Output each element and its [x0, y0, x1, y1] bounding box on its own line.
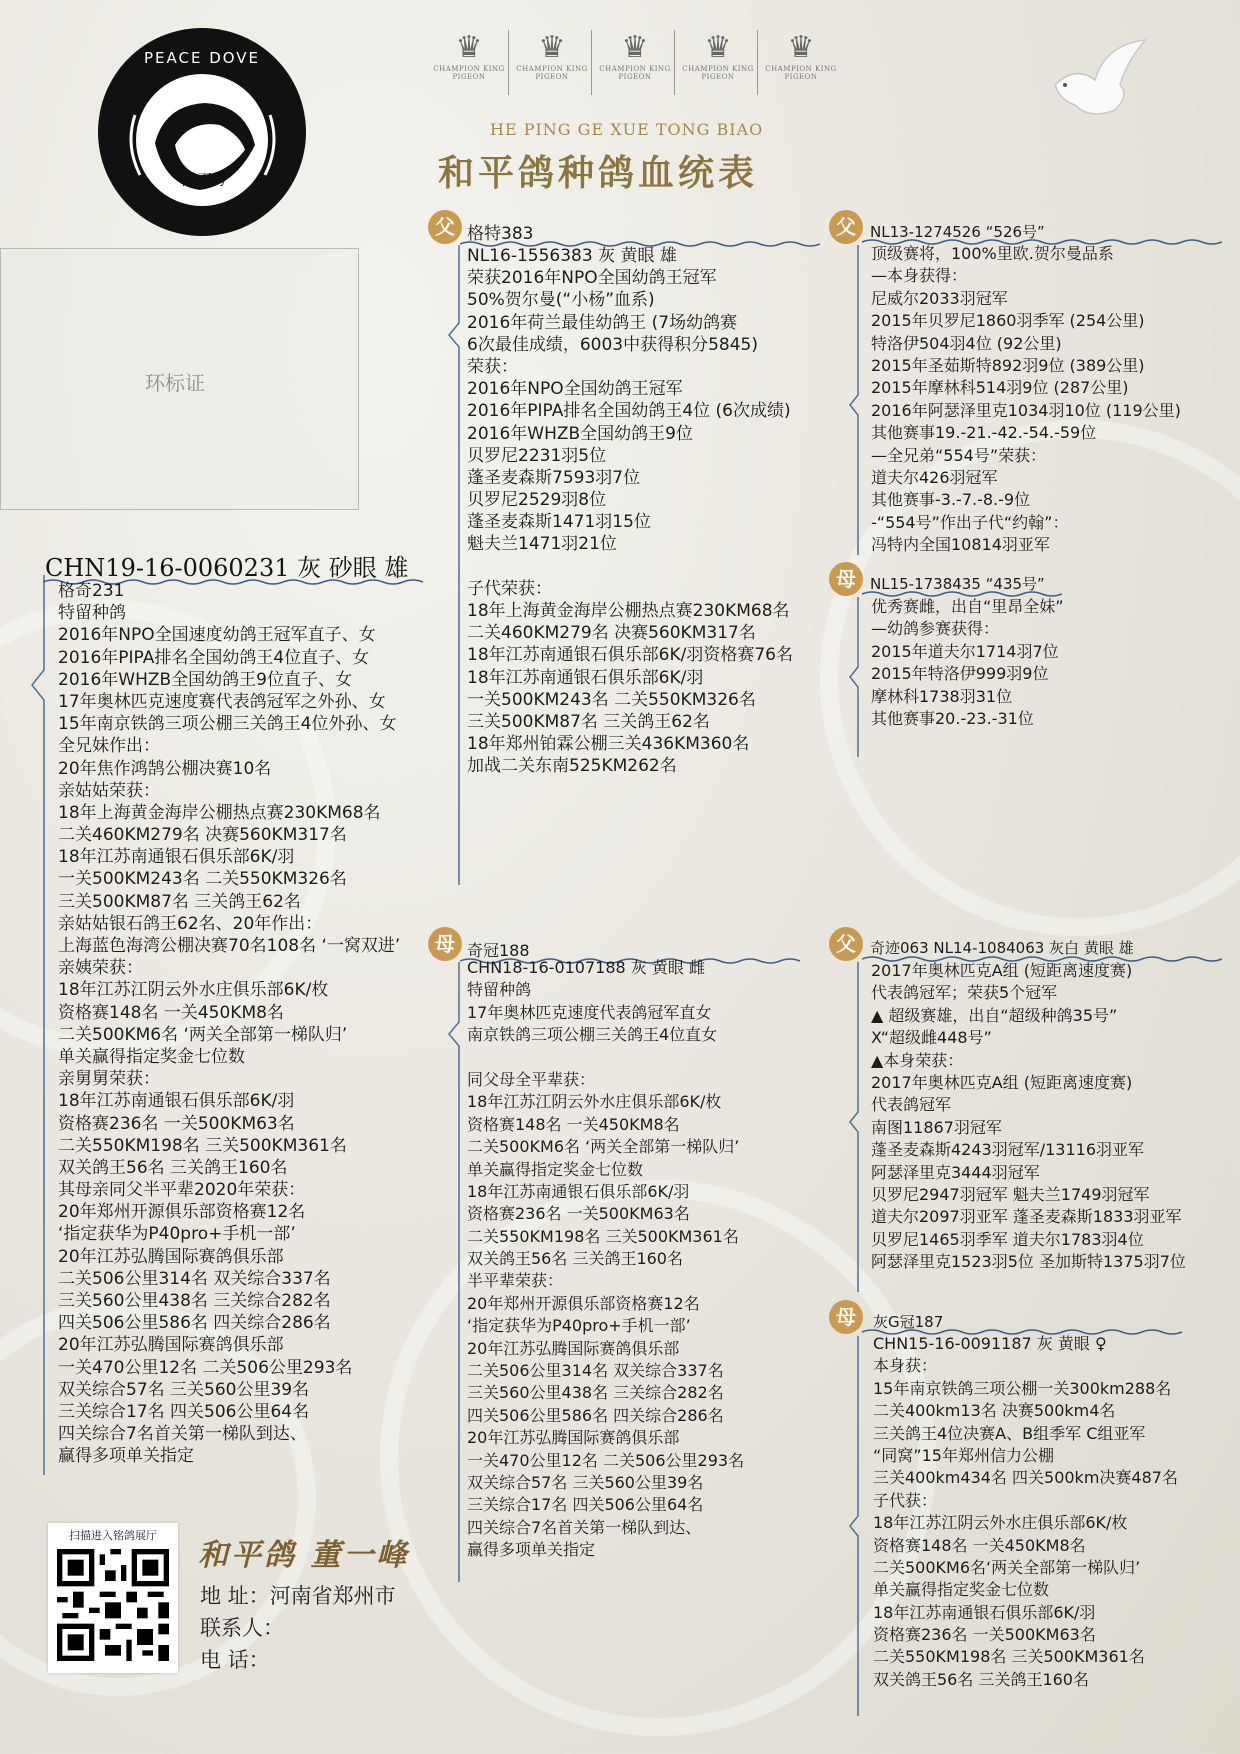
detail-line: 18年郑州铂霖公棚三关436KM360名	[467, 734, 750, 755]
subject-details	[58, 580, 400, 1468]
crown-emblem	[513, 30, 592, 95]
crown-emblem	[679, 30, 758, 95]
detail-line: 蓬圣麦森斯7593羽7位	[467, 467, 641, 488]
detail-line: 贝罗尼1465羽季军 道夫尔1783羽4位	[871, 1229, 1144, 1249]
detail-line: 20年江苏弘腾国际赛鸽俱乐部	[467, 1338, 680, 1358]
dam-dam-name: 灰G冠187	[873, 1313, 944, 1331]
detail-line: 资格赛236名 一关500KM63名	[467, 1204, 690, 1224]
detail-line: 双关鸽王56名 三关鸽王160名	[873, 1669, 1089, 1689]
detail-line: 二关550KM198名 三关500KM361名	[873, 1647, 1145, 1667]
sire-name: 格特383	[467, 224, 534, 244]
detail-line: 二关500KM6名‘两关全部第一梯队归’	[873, 1557, 1141, 1577]
detail-line: 全兄妹作出：	[58, 736, 160, 757]
detail-line	[467, 1047, 744, 1069]
qr-code-card[interactable]	[48, 1523, 178, 1673]
brand-signature: 和平鸽 董一峰	[198, 1538, 410, 1573]
detail-line: 17年奥林匹克速度代表鸽冠军直女	[467, 1002, 712, 1022]
mother-badge: 母	[829, 562, 863, 596]
crown-caption: CHAMPION KING PIGEON	[599, 65, 671, 81]
detail-line: 特洛伊504羽4位 (92公里)	[871, 333, 1062, 353]
detail-line: 18年江苏南通银石俱乐部6K/羽	[467, 667, 704, 688]
detail-line: 摩林科1738羽31位	[871, 686, 1013, 706]
detail-line: 代表鸽冠军；荣获5个冠军	[871, 983, 1058, 1003]
sire-sire-bracket	[848, 245, 864, 555]
detail-line: 蓬圣麦森斯4243羽冠军/13116羽亚军	[871, 1140, 1145, 1160]
detail-line: 上海蓝色海湾公棚决赛70名108名 ‘一窝双进’	[58, 936, 401, 956]
detail-line: 2016年NPO全国幼鸽王冠军	[467, 379, 683, 400]
detail-line: 双关综合57名 三关560公里39名	[467, 1472, 704, 1492]
detail-line: 特留种鸽	[467, 980, 532, 1000]
detail-line: 亲姨荣获：	[58, 958, 143, 979]
detail-line: 二关550KM198名 三关500KM361名	[58, 1135, 347, 1156]
detail-line: 一关470公里12名 二关506公里293名	[467, 1450, 745, 1470]
detail-line: 18年江苏南通银石俱乐部6K/羽资格赛76名	[467, 645, 793, 666]
detail-line: 一关470公里12名 二关506公里293名	[58, 1357, 353, 1378]
dove-icon	[1035, 35, 1155, 129]
crown-emblem	[596, 30, 675, 95]
detail-line: 其他赛事19.-21.-42.-54.-59位	[871, 423, 1097, 443]
dam-dam-details	[873, 1333, 1178, 1691]
detail-line: X“超级雌448号”	[871, 1028, 992, 1048]
detail-line: 20年郑州开源俱乐部资格赛12名	[58, 1202, 306, 1223]
detail-line: 尼威尔2033羽冠军	[871, 288, 1008, 308]
detail-line: 18年上海黄金海岸公棚热点赛230KM68名	[58, 802, 381, 823]
sire-details	[467, 245, 793, 778]
detail-line: 2015年道夫尔1714羽7位	[871, 641, 1059, 661]
sire-sire-details	[871, 243, 1181, 556]
detail-line: 2016年WHZB全国幼鸽王9位直子、女	[58, 669, 352, 690]
detail-line: 亲姑姑荣获：	[58, 780, 160, 801]
detail-line: 2016年荷兰最佳幼鸽王 (7场幼鸽赛	[467, 312, 738, 333]
father-badge: 父	[428, 210, 462, 244]
detail-line: 三关400km434名 四关500km决赛487名	[873, 1468, 1178, 1488]
detail-line: 四关综合7名首关第一梯队到达、	[467, 1517, 702, 1537]
detail-line: 四关506公里586名 四关综合286名	[467, 1405, 724, 1425]
detail-line: 18年江苏江阴云外水庄俱乐部6K/枚	[58, 980, 329, 1001]
detail-line: —本身获得：	[871, 266, 968, 286]
detail-line: 三关综合17名 四关506公里64名	[467, 1495, 704, 1515]
phone-label: 电 话：	[200, 1648, 270, 1672]
detail-line: 其他赛事20.-23.-31位	[871, 708, 1034, 728]
detail-line: 优秀赛雌，出自“里昂全妹”	[871, 597, 1064, 616]
crown-emblems	[430, 30, 840, 95]
detail-line: 亲舅舅荣获：	[58, 1069, 160, 1090]
detail-line: 20年江苏弘腾国际赛鸽俱乐部	[58, 1335, 284, 1356]
address-row	[200, 1580, 396, 1610]
detail-line: 资格赛148名 一关450KM8名	[467, 1114, 680, 1134]
dam-sire-details	[871, 960, 1186, 1273]
logo-en-text: PEACE DOVE	[143, 49, 261, 67]
subject-id-line: CHN19-16-0060231 灰 砂眼 雄	[45, 554, 409, 582]
detail-line: 蓬圣麦森斯1471羽15位	[467, 512, 651, 533]
detail-line: 18年上海黄金海岸公棚热点赛230KM68名	[467, 601, 790, 621]
father-badge: 父	[829, 210, 863, 244]
detail-line: 二关500KM6名 ‘两关全部第一梯队归’	[58, 1024, 348, 1045]
detail-line: 三关综合17名 四关506公里64名	[58, 1401, 310, 1422]
detail-line: 加战二关东南525KM262名	[467, 756, 677, 777]
dam-sire-bracket	[848, 962, 864, 1292]
detail-line: 18年江苏江阴云外水庄俱乐部6K/枚	[467, 1092, 722, 1112]
detail-line: 6次最佳成绩，6003中获得积分5845)	[467, 334, 758, 355]
sire-dam-details	[871, 596, 1064, 730]
ring-certificate-label: 环标证	[145, 371, 205, 395]
detail-line: CHN15-16-0091187 灰 黄眼 ♀	[873, 1334, 1107, 1353]
phone-row	[200, 1644, 270, 1674]
detail-line: 半平辈荣获：	[467, 1271, 564, 1291]
crown-emblem	[762, 30, 840, 95]
crown-caption: CHAMPION KING PIGEON	[682, 65, 754, 81]
detail-line: 资格赛236名 一关500KM63名	[58, 1113, 295, 1134]
detail-line: ‘指定获华为P40pro+手机一部’	[467, 1316, 691, 1336]
detail-line: 二关460KM279名 决赛560KM317名	[467, 623, 756, 644]
detail-line: CHN18-16-0107188 灰 黄眼 雌	[467, 958, 705, 977]
dam-sire-name: 奇迹063 NL14-1084063 灰白 黄眼 雄	[870, 939, 1134, 957]
detail-line: 二关506公里314名 双关综合337名	[58, 1268, 331, 1289]
detail-line: ▲ 超级赛雄，出自“超级种鸽35号”	[871, 1005, 1118, 1025]
detail-line: 四关综合7名首关第一梯队到达、	[58, 1424, 307, 1445]
detail-line: 道夫尔2097羽亚军 蓬圣麦森斯1833羽亚军	[871, 1207, 1182, 1227]
detail-line: 单关赢得指定奖金七位数	[58, 1046, 245, 1067]
detail-line: 荣获：	[467, 356, 518, 377]
detail-line: 18年江苏南通银石俱乐部6K/羽	[467, 1181, 690, 1201]
detail-line: 20年江苏弘腾国际赛鸽俱乐部	[467, 1428, 680, 1448]
detail-line: 18年江苏南通银石俱乐部6K/羽	[873, 1602, 1096, 1622]
detail-line: —幼鸽参赛获得：	[871, 619, 1000, 639]
crown-icon: ♛	[538, 30, 566, 65]
detail-line: 一关500KM243名 二关550KM326名	[58, 869, 347, 890]
detail-line: ▲本身荣获：	[871, 1050, 964, 1070]
detail-line: 15年南京铁鸽三项公棚三关鸽王4位外孙、女	[58, 714, 397, 735]
detail-line: 四关506公里586名 四关综合286名	[58, 1313, 331, 1334]
detail-line: 2016年PIPA排名全国幼鸽王4位直子、女	[58, 647, 370, 668]
detail-line: 一关500KM243名 二关550KM326名	[467, 689, 756, 710]
detail-line: 本身获：	[873, 1356, 938, 1376]
detail-line: 20年郑州开源俱乐部资格赛12名	[467, 1293, 700, 1313]
detail-line: 格奇231	[58, 581, 125, 601]
detail-line: 18年江苏南通银石俱乐部6K/羽	[58, 847, 295, 868]
crown-icon: ♛	[621, 30, 649, 65]
detail-line: 2016年WHZB全国幼鸽王9位	[467, 423, 693, 444]
detail-line: 二关400km13名 决赛500km4名	[873, 1401, 1116, 1421]
detail-line: 2015年圣茹斯特892羽9位 (389公里)	[871, 355, 1145, 375]
detail-line: 50%贺尔曼(“小杨”血系)	[467, 290, 655, 311]
detail-line: 20年焦作鸿鹄公棚决赛10名	[58, 758, 272, 779]
detail-line: 2015年特洛伊999羽9位	[871, 664, 1049, 684]
mother-badge: 母	[829, 1300, 863, 1334]
detail-line: ‘指定获华为P40pro+手机一部’	[58, 1224, 296, 1245]
subject-bracket	[28, 575, 48, 1475]
detail-line: “同窝”15年郑州信力公棚	[873, 1445, 1054, 1465]
detail-line: 其母亲同父半平辈2020年荣获：	[58, 1180, 306, 1201]
detail-line: 17年奥林匹克速度赛代表鸽冠军之外孙、女	[58, 691, 386, 712]
detail-line: 贝罗尼2529羽8位	[467, 490, 607, 511]
address-value: 河南省郑州市	[269, 1584, 396, 1608]
detail-line: 南图11867羽冠军	[871, 1117, 1002, 1137]
detail-line: 贝罗尼2231羽5位	[467, 445, 607, 466]
detail-line: 其他赛事-3.-7.-8.-9位	[871, 490, 1031, 510]
detail-line: 三关500KM87名 三关鸽王62名	[467, 711, 710, 732]
page-title: 和平鸽种鸽血统表	[438, 152, 759, 194]
crown-icon: ♛	[455, 30, 483, 65]
sire-sire-name: NL13-1274526 “526号”	[870, 223, 1045, 241]
peace-dove-logo	[95, 25, 310, 240]
dam-dam-bracket	[848, 1336, 864, 1716]
father-badge: 父	[829, 927, 863, 961]
detail-line: 18年江苏南通银石俱乐部6K/羽	[58, 1091, 295, 1112]
detail-line: 阿瑟泽里克3444羽冠军	[871, 1162, 1040, 1182]
dam-details	[467, 957, 744, 1562]
detail-line: 二关460KM279名 决赛560KM317名	[58, 825, 347, 846]
detail-line: 南京铁鸽三项公棚三关鸽王4位直女	[467, 1025, 718, 1045]
detail-line: 三关560公里438名 三关综合282名	[467, 1383, 724, 1403]
dam-bracket	[445, 962, 465, 1582]
detail-line: 二关500KM6名 ‘两关全部第一梯队归’	[467, 1137, 740, 1157]
detail-line: 三关500KM87名 三关鸽王62名	[58, 891, 301, 912]
detail-line: 赢得多项单关指定	[58, 1446, 194, 1467]
title-pinyin: HE PING GE XUE TONG BIAO	[490, 120, 764, 139]
crown-emblem	[430, 30, 509, 95]
detail-line: 18年江苏江阴云外水庄俱乐部6K/枚	[873, 1513, 1128, 1533]
detail-line: 15年南京铁鸽三项公棚一关300km288名	[873, 1378, 1172, 1398]
crown-caption: CHAMPION KING PIGEON	[516, 65, 588, 81]
qr-caption: 扫描进入铭鸽展厅	[69, 1529, 157, 1542]
detail-line: 子代荣获：	[467, 578, 552, 599]
detail-line: 二关550KM198名 三关500KM361名	[467, 1226, 739, 1246]
detail-line: 荣获2016年NPO全国幼鸽王冠军	[467, 268, 717, 289]
detail-line: 2016年NPO全国速度幼鸽王冠军直子、女	[58, 625, 376, 646]
detail-line: 二关506公里314名 双关综合337名	[467, 1361, 724, 1381]
detail-line: 三关560公里438名 三关综合282名	[58, 1291, 331, 1311]
detail-line: 双关鸽王56名 三关鸽王160名	[467, 1249, 683, 1269]
detail-line: 2015年贝罗尼1860羽季军 (254公里)	[871, 311, 1145, 331]
logo-cn-text: 和平鸽	[179, 171, 225, 189]
detail-line: 贝罗尼2947羽冠军 魁夫兰1749羽冠军	[871, 1184, 1150, 1204]
sire-dam-bracket	[848, 597, 864, 757]
crown-icon: ♛	[704, 30, 732, 65]
detail-line: 魁夫兰1471羽21位	[467, 534, 617, 555]
detail-line: 2016年阿瑟泽里克1034羽10位 (119公里)	[871, 400, 1181, 420]
crown-icon: ♛	[787, 30, 815, 65]
detail-line: 子代获：	[873, 1490, 938, 1510]
detail-line: 双关鸽王56名 三关鸽王160名	[58, 1157, 288, 1178]
detail-line: 双关综合57名 三关560公里39名	[58, 1379, 310, 1400]
crown-caption: CHAMPION KING PIGEON	[765, 65, 837, 81]
detail-line: 资格赛148名 一关450KM8名	[58, 1002, 284, 1023]
detail-line: 代表鸽冠军	[871, 1095, 952, 1115]
detail-line: 亲姑姑银石鸽王62名、20年作出：	[58, 913, 323, 934]
detail-line: 单关赢得指定奖金七位数	[467, 1159, 644, 1179]
detail-line: 2017年奥林匹克A组 (短距离速度赛)	[871, 961, 1133, 980]
dam-name: 奇冠188	[467, 941, 530, 960]
sire-dam-name: NL15-1738435 “435号”	[870, 575, 1045, 593]
detail-line: 阿瑟泽里克1523羽5位 圣加斯特1375羽7位	[871, 1252, 1186, 1272]
detail-line: —全兄弟“554号”荣获：	[871, 445, 1047, 465]
mother-badge: 母	[428, 927, 462, 961]
address-label: 地 址：	[200, 1584, 270, 1608]
detail-line: 赢得多项单关指定	[467, 1540, 596, 1560]
detail-line	[467, 556, 793, 578]
detail-line: 顶级赛将，100%里欧.贺尔曼品系	[871, 244, 1114, 263]
detail-line: 冯特内全国10814羽亚军	[871, 535, 1050, 555]
detail-line: 2017年奥林匹克A组 (短距离速度赛)	[871, 1072, 1133, 1092]
sire-bracket	[445, 245, 465, 885]
detail-line: -“554号”作出子代“约翰”：	[871, 512, 1069, 532]
contact-row	[200, 1612, 284, 1642]
detail-line: NL16-1556383 灰 黄眼 雄	[467, 246, 677, 266]
detail-line: 资格赛148名 一关450KM8名	[873, 1535, 1086, 1555]
detail-line: 道夫尔426羽冠军	[871, 467, 998, 487]
crown-caption: CHAMPION KING PIGEON	[433, 65, 505, 81]
detail-line: 单关赢得指定奖金七位数	[873, 1580, 1050, 1600]
detail-line: 20年江苏弘腾国际赛鸽俱乐部	[58, 1246, 284, 1267]
contact-label: 联系人：	[200, 1616, 284, 1640]
detail-line: 资格赛236名 一关500KM63名	[873, 1625, 1096, 1645]
detail-line: 特留种鸽	[58, 603, 126, 624]
detail-line: 2015年摩林科514羽9位 (287公里)	[871, 378, 1129, 398]
detail-line: 2016年PIPA排名全国幼鸽王4位 (6次成绩)	[467, 401, 791, 422]
qr-code-icon	[57, 1549, 169, 1661]
detail-line: 同父母全平辈获：	[467, 1069, 596, 1089]
detail-line: 三关鸽王4位决赛A、B组季军 C组亚军	[873, 1423, 1146, 1443]
